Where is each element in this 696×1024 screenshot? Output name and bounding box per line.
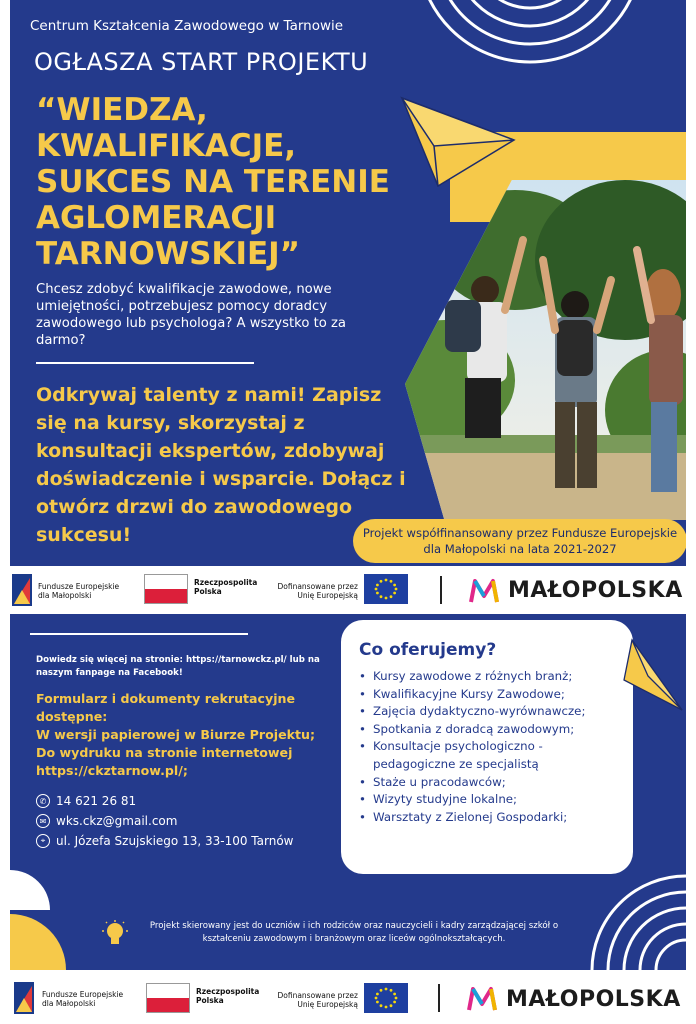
malopolska-wordmark: MAŁOPOLSKA [506,987,681,1012]
intro-text: Chcesz zdobyć kwalifikacje zawodowe, nowe umiejętności, potrzebujesz pomocy doradcy zawodowego lub psychologa? A wszystko to za darmo? [36,282,347,348]
decorative-circles [10,870,80,970]
lightbulb-icon [102,920,128,948]
phone-number: 14 621 26 81 [56,794,137,808]
contact-phone[interactable] [36,794,356,808]
fe-logo-label: Fundusze Europejskie [38,582,120,591]
target-audience-text: Projekt skierowany jest do uczniów i ich rodziców oraz nauczycieli i kadry zarządzającej szkół o kształceniu zawodowym i branżowym oraz liceów ogólnokształcących. [149,921,559,944]
divider-line [30,633,248,635]
paper-plane-icon [398,94,518,194]
rp-logo-label: Rzeczpospolita [194,578,258,587]
fe-logo-icon [14,982,34,1014]
funding-logo-bar [0,568,696,612]
contact-email[interactable] [36,814,356,828]
headline-line: AGLOMERACJI [36,200,277,236]
fe-logo-label: dla Małopolski [38,591,92,600]
malopolska-m-icon [468,578,500,604]
street-address: ul. Józefa Szujskiego 13, 33-100 Tarnów [56,834,294,848]
project-headline [36,92,426,272]
offer-item: • Kwalifikacyjne Kursy Zawodowe; [359,686,617,704]
email-address: wks.ckz@gmail.com [56,814,178,828]
rp-logo-label: Polska [194,587,222,596]
logo-separator [440,576,442,604]
contact-address [36,834,356,848]
malopolska-m-icon [466,986,498,1012]
eu-logo-label: Dofinansowane przez [277,991,358,1000]
forms-line: dostępne: [36,709,108,724]
forms-line[interactable]: https://ckztarnow.pl/; [36,763,188,778]
eu-logo-label: Dofinansowane przez [277,582,358,591]
headline-line: TARNOWSKIEJ” [36,236,301,272]
forms-line: Formularz i dokumenty rekrutacyjne [36,691,296,706]
fe-logo-icon [12,574,32,606]
eu-flag-icon [364,574,408,604]
rp-logo-label: Rzeczpospolita [196,987,260,996]
forms-info [36,690,336,780]
offer-title: Co oferujemy? [359,640,497,660]
decorative-arcs-top [410,0,686,70]
poland-flag-icon [144,574,188,604]
announcement-heading: OGŁASZA START PROJEKTU [34,48,369,76]
eu-logo-label: Unię Europejską [297,591,358,600]
paper-plane-icon [622,634,686,714]
poster-bottom-section [10,614,686,970]
logo-separator [438,984,440,1012]
fe-logo-label: Fundusze Europejskie [42,990,124,999]
eu-flag-icon [364,983,408,1013]
funding-logo-bar [0,976,696,1020]
eu-logo-label: Unię Europejską [297,1000,358,1009]
offer-card [341,620,633,874]
forms-line: W wersji papierowej w Biurze Projektu; [36,727,316,742]
decorative-arcs-bottom [576,864,686,970]
offer-list [359,668,617,826]
headline-line: SUKCES NA TERENIE [36,164,390,200]
organization-name: Centrum Kształcenia Zawodowego w Tarnowie [30,18,344,34]
offer-item: • Warsztaty z Zielonej Gospodarki; [359,809,617,827]
location-pin-icon: ⌖ [36,834,50,848]
offer-item: • Kursy zawodowe z różnych branż; [359,668,617,686]
more-info-text: Dowiedz się więcej na stronie: https://tarnowckz.pl/ lub na naszym fanpage na Facebook! [36,655,320,678]
mail-icon: ✉ [36,814,50,828]
fe-logo-label: dla Małopolski [42,999,96,1008]
talent-text: Odkrywaj talenty z nami! Zapisz się na kursy, skorzystaj z konsultacji ekspertów, zdobywaj doświadczenie i wsparcie. Dołącz i otwórz drzwi do zawodowego sukcesu! [36,384,406,546]
poster-top-section [10,0,686,566]
headline-line: “WIEDZA, [36,92,208,128]
cofinance-badge: Projekt współfinansowany przez Fundusze Europejskie dla Małopolski na lata 2021-2027 [353,519,686,563]
rp-logo-label: Polska [196,996,224,1005]
students-photo [405,180,686,520]
offer-item: • Staże u pracodawców; [359,774,617,792]
divider-line [36,362,254,364]
offer-item: • Wizyty studyjne lokalne; [359,791,617,809]
phone-icon: ✆ [36,794,50,808]
offer-item: • Spotkania z doradcą zawodowym; [359,721,617,739]
headline-line: KWALIFIKACJE, [36,128,297,164]
malopolska-wordmark: MAŁOPOLSKA [508,578,683,603]
forms-line: Do wydruku na stronie internetowej [36,745,293,760]
offer-item: • Konsultacje psychologiczno - pedagogiczne ze specjalistą [359,738,617,773]
offer-item: • Zajęcia dydaktyczno-wyrównawcze; [359,703,617,721]
poland-flag-icon [146,983,190,1013]
